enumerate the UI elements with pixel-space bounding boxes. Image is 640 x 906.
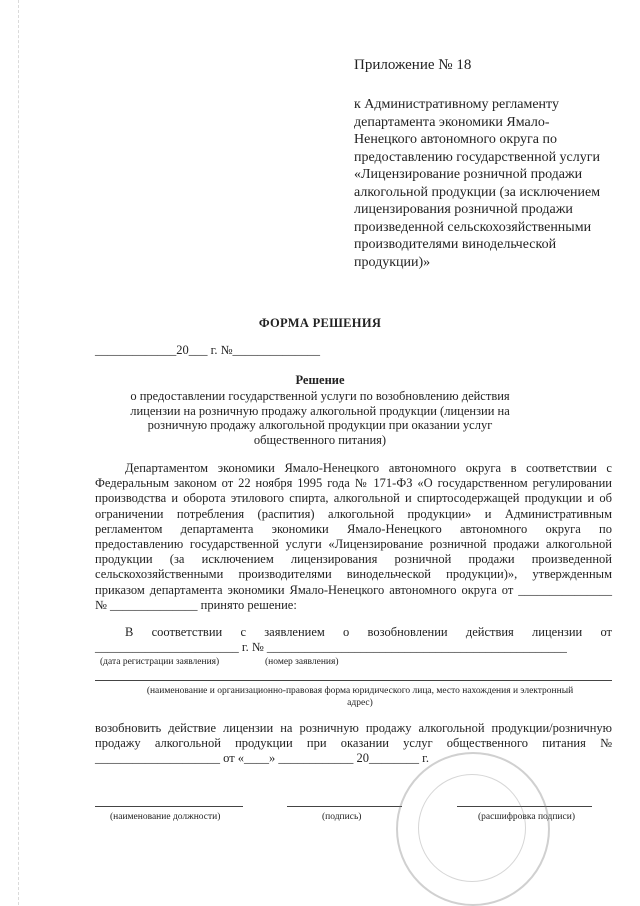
date-number-line: _____________20___ г. №______________ (95, 343, 321, 357)
decision-subtitle: о предоставлении государственной услуги по возобновлению действия лицензии на розничную продажу алкогольной продукции (лицензии на розничную продажу алкогольной продукции при оказании услуг общественного питания) (130, 389, 510, 447)
application-paragraph: В соответствии с заявлением о возобновлении действия лицензии от _______________________ г. № ________________________________________________ (95, 625, 612, 655)
caption-reg-date: (дата регистрации заявления) (100, 657, 220, 667)
org-name-line (95, 680, 612, 681)
caption-decoding: (расшифровка подписи) (478, 812, 575, 822)
caption-reg-number: (номер заявления) (265, 657, 339, 667)
caption-signature: (подпись) (322, 812, 362, 822)
caption-position: (наименование должности) (110, 812, 221, 822)
resume-license-paragraph: возобновить действие лицензии на розничную продажу алкогольной продукции/розничную продажу алкогольной продукции при оказании услуг общественного питания № ____________________ от «____» ____________ 20________ г. (95, 721, 612, 766)
stamp-seal-inner (418, 774, 526, 882)
form-title: ФОРМА РЕШЕНИЯ (258, 316, 382, 330)
appendix-text: к Административному регламенту департамента экономики Ямало-Ненецкого автономного округа по предоставлению государственной услуги «Лицензирование розничной продажи алкогольной продукции (за исключением лицензирования розничной продажи произведенной сельскохозяйственными производителями винодельческой продукции)» (354, 97, 601, 270)
caption-org-name: (наименование и организационно-правовая форма юридического лица, место нахождения и электронный адрес) (146, 686, 574, 708)
position-line (95, 806, 243, 807)
appendix-title: Приложение № 18 (354, 57, 472, 73)
decision-basis-paragraph: Департаментом экономики Ямало-Ненецкого автономного округа в соответствии с Федеральным законом от 22 ноября 1995 года № 171-ФЗ «О государственном регулировании производства и оборота этилового спирта, алкогольной и спиртосодержащей продукции и об ограничении потребления (распития) алкогольной продукции» и Административным регламентом департамента экономики Ямало-Ненецкого автономного округа по предоставлению государственной услуги «Лицензирование розничной продажи алкогольной продукции (за исключением лицензирования розничной продажи произведенной сельскохозяйственными производителями винодельческой продукции)», утвержденным приказом департамента экономики Ямало-Ненецкого автономного округа от _______________ № ______________ принято решение: (95, 461, 612, 612)
signature-line (287, 806, 402, 807)
decision-title: Решение (295, 373, 345, 387)
scan-margin-mark (18, 0, 19, 905)
